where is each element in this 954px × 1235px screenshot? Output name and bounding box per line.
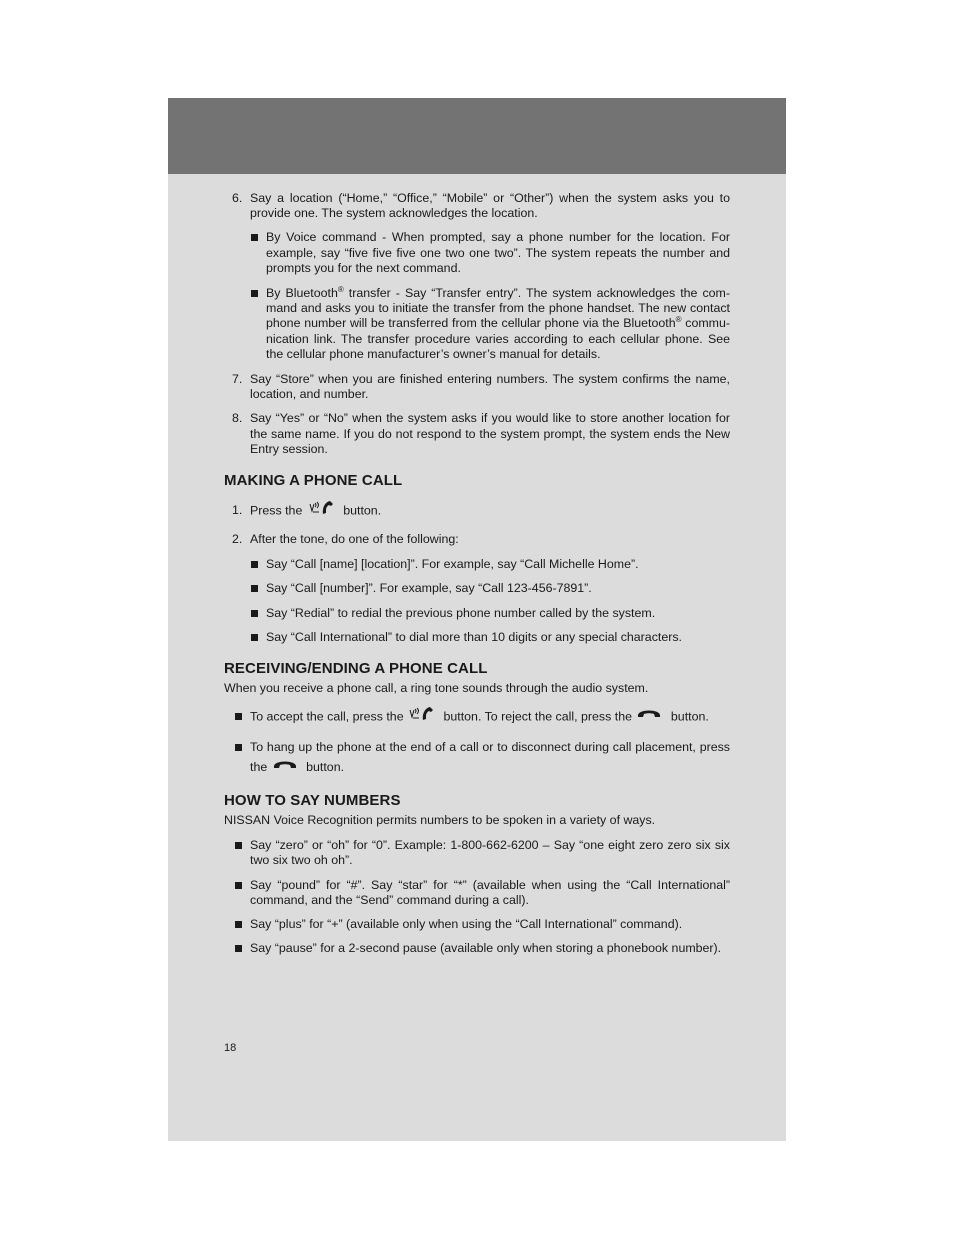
bullet-square-icon — [235, 744, 242, 751]
section-heading-making-call: MAKING A PHONE CALL — [224, 472, 403, 490]
list-item — [250, 286, 730, 362]
list-item — [234, 706, 730, 728]
page-content — [224, 191, 730, 956]
bullet-text: To hang up the phone at the end of a call or to disconnect during call placement, press the — [250, 740, 730, 775]
bullet-text: Say “Call International” to dial more than 10 digits or any special characters. — [266, 629, 682, 644]
phone-talk-icon — [408, 706, 436, 728]
step-number: 2. — [232, 532, 243, 547]
bullet-square-icon — [251, 585, 258, 592]
bullet-text: Say “Redial” to redial the previous phone number called by the system. — [266, 605, 656, 620]
text-run: transfer - Say “Transfer entry”. The system acknowledges the com-mand and asks you to initiate the transfer from the phone handset. The new contact phone number will be transferred from the cellular phone via the Bluetooth — [266, 286, 730, 331]
bullet-text: To accept the call, press the — [250, 709, 404, 724]
making-call-bullets — [250, 557, 730, 645]
registered-mark: ® — [675, 315, 682, 325]
bullet-text: button. — [306, 760, 345, 775]
bullet-text: Say “zero” or “oh” for “0”. Example: 1-800-662-6200 – Say “one eight zero zero six six two six two oh oh”. — [250, 838, 730, 868]
text-run: commu-nication link. The transfer procedure varies according to each cellular phone. See the cellular phone manufacturer’s owner’s manual for details. — [266, 316, 730, 361]
header-band — [168, 98, 786, 174]
step-text: After the tone, do one of the following: — [250, 532, 459, 547]
section-heading-receiving-call: RECEIVING/ENDING A PHONE CALL — [224, 660, 488, 678]
step-number: 6. — [232, 191, 243, 205]
bullet-square-icon — [251, 290, 258, 297]
step-text: button. — [343, 503, 382, 518]
bullet-text — [266, 286, 730, 362]
list-item — [234, 917, 730, 932]
step-number: 1. — [232, 503, 243, 518]
making-step-2 — [224, 532, 730, 547]
manual-page — [168, 98, 786, 1141]
bullet-text: By Voice command - When prompted, say a phone number for the location. For example, say “five five five one two one two”. The system repeats the number and prompts you for the next command. — [266, 230, 730, 275]
list-item — [250, 230, 730, 276]
text-run: By Bluetooth — [266, 286, 338, 301]
page-number: 18 — [224, 1042, 237, 1054]
bullet-square-icon — [251, 610, 258, 617]
bullet-text: Say “plus” for “+” (available only when using the “Call International” command). — [250, 917, 683, 931]
step-7 — [224, 372, 730, 402]
section-heading-numbers: HOW TO SAY NUMBERS — [224, 791, 401, 809]
bullet-text: Say “Call [number]”. For example, say “Call 123-456-7891”. — [266, 581, 592, 596]
step-6 — [224, 191, 730, 221]
step-number: 8. — [232, 411, 243, 426]
step-number: 7. — [232, 372, 243, 387]
step-text: Say “Yes” or “No” when the system asks if you would like to store another location for the same name. If you do not respond to the system prompt, the system ends the New Entry session. — [250, 411, 730, 456]
list-item — [234, 878, 730, 908]
bullet-square-icon — [251, 234, 258, 241]
section-intro: NISSAN Voice Recognition permits numbers to be spoken in a variety of ways. — [224, 812, 656, 827]
bullet-square-icon — [251, 634, 258, 641]
phone-talk-icon — [308, 500, 336, 522]
list-item — [234, 838, 730, 868]
phone-end-icon — [637, 707, 661, 727]
step-text: Say “Store” when you are finished entering numbers. The system confirms the name, location, and number. — [250, 372, 730, 402]
bullet-square-icon — [235, 921, 242, 928]
step-text: Say a location (“Home,” “Office,” “Mobile” or “Other”) when the system asks you to provide one. The system acknowledges the location. — [250, 191, 730, 221]
bullet-text: Say “pound” for “#”. Say “star” for “*” (available when using the “Call International” command, and the “Send” command during a call). — [250, 877, 730, 907]
bullet-text: Say “pause” for a 2-second pause (available only when storing a phonebook number). — [250, 941, 722, 956]
bullet-square-icon — [235, 945, 242, 952]
bullet-square-icon — [235, 842, 242, 849]
list-item — [234, 941, 730, 956]
step-text: Press the — [250, 503, 303, 518]
registered-mark: ® — [337, 284, 344, 294]
list-item — [250, 630, 730, 645]
list-item — [250, 581, 730, 596]
bullet-text: button. To reject the call, press the — [443, 709, 632, 724]
list-item — [250, 557, 730, 572]
list-item — [250, 606, 730, 621]
section-intro: When you receive a phone call, a ring tone sounds through the audio system. — [224, 681, 649, 696]
bullet-square-icon — [251, 561, 258, 568]
step-8 — [224, 411, 730, 457]
bullet-square-icon — [235, 882, 242, 889]
step-6-bullets — [250, 230, 730, 362]
list-item — [234, 737, 730, 778]
phone-end-icon — [273, 758, 297, 778]
making-step-1 — [224, 500, 730, 522]
bullet-square-icon — [235, 713, 242, 720]
bullet-text: Say “Call [name] [location]”. For example, say “Call Michelle Home”. — [266, 557, 639, 572]
bullet-text: button. — [670, 709, 709, 724]
numbers-bullets — [234, 838, 730, 956]
